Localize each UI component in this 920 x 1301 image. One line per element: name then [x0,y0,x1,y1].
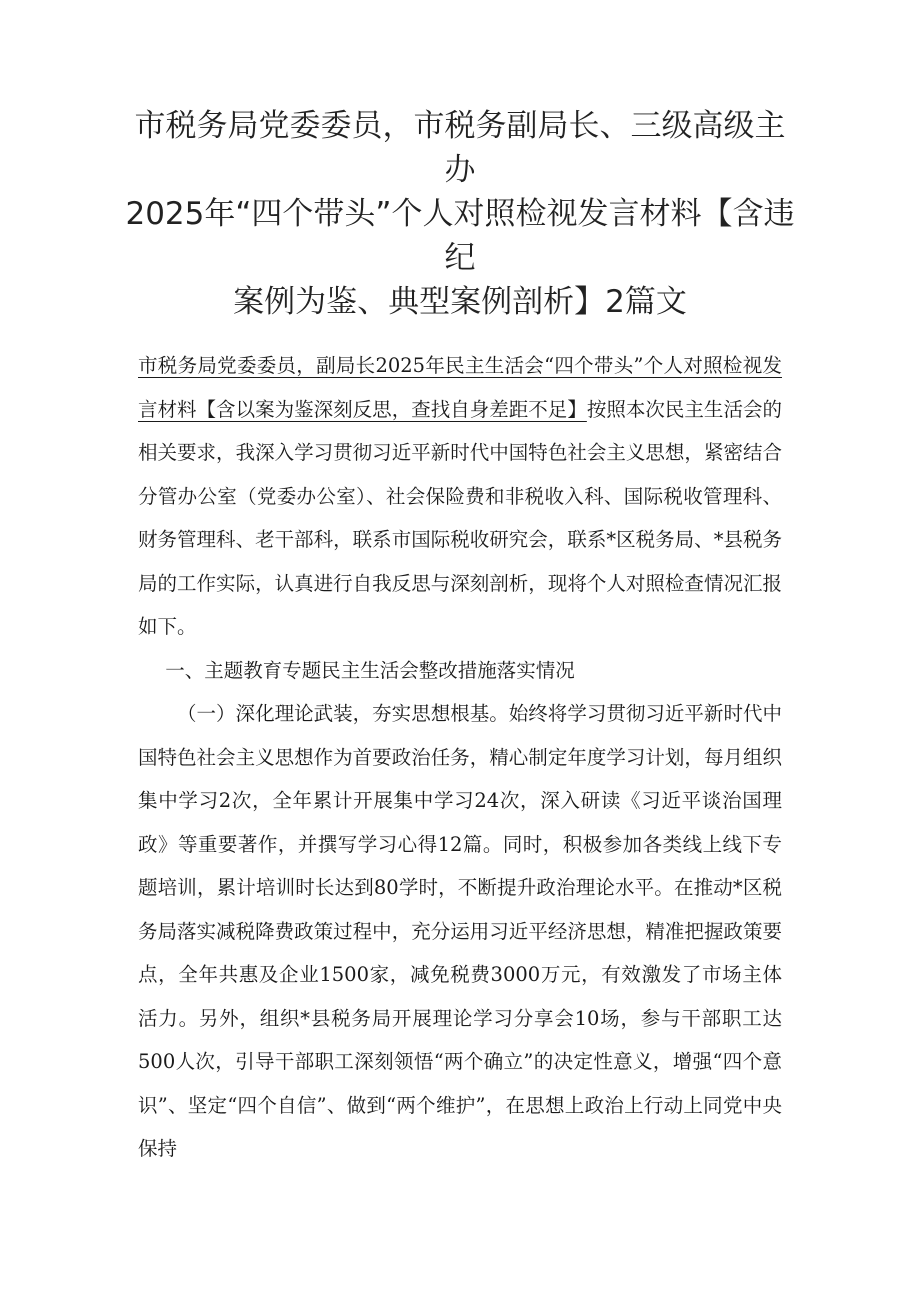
intro-link[interactable]: 市税务局党委委员，副局长2025年民主生活会“四个带头”个人对照检视发言材料【含以案为鉴深刻反思，查找自身差距不足】 [138,354,782,421]
document-body [138,344,782,1171]
intro-paragraph [138,344,782,649]
intro-text: 按照本次民主生活会的相关要求，我深入学习贯彻习近平新时代中国特色社会主义思想，紧密结合分管办公室（党委办公室）、社会保险费和非税收入科、国际税收管理科、财务管理科、老干部科，联系市国际税收研究会，联系*区税务局、*县税务局的工作实际，认真进行自我反思与深刻剖析，现将个人对照检查情况汇报如下。 [138,397,782,638]
section-heading: 一、主题教育专题民主生活会整改措施落实情况 [165,658,575,682]
title-line-3: 案例为鉴、典型案例剖析】2篇文 [233,284,687,320]
document-title [120,104,800,324]
title-line-2: 2025年“四个带头”个人对照检视发言材料【含违纪 [125,196,795,276]
title-line-1: 市税务局党委委员，市税务副局长、三级高级主办 [134,108,786,188]
body-paragraph: （一）深化理论武装，夯实思想根基。始终将学习贯彻习近平新时代中国特色社会主义思想作为首要政治任务，精心制定年度学习计划，每月组织集中学习2次，全年累计开展集中学习24次，深入研读《习近平谈治国理政》等重要著作，并撰写学习心得12篇。同时，积极参加各类线上线下专题培训，累计培训时长达到80学时，不断提升政治理论水平。在推动*区税务局落实减税降费政策过程中，充分运用习近平经济思想，精准把握政策要点，全年共惠及企业1500家，减免税费3000万元，有效激发了市场主体活力。另外，组织*县税务局开展理论学习分享会10场，参与干部职工达500人次，引导干部职工深刻领悟“两个确立”的决定性意义，增强“四个意识”、坚定“四个自信”、做到“两个维护”，在思想上政治上行动上同党中央保持 [138,702,782,1160]
